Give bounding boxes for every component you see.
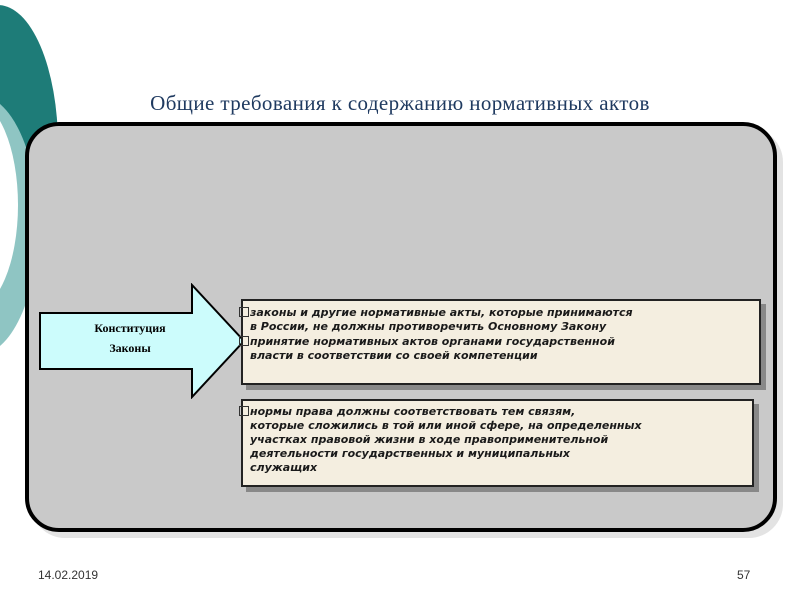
requirement-item-1-line1: законы и другие нормативные акты, которые принимаются <box>250 306 633 319</box>
arrow-label-line1: Конституция <box>94 321 166 335</box>
requirement-item-2-line1: принятие нормативных актов органами государственной <box>250 335 615 348</box>
footer-date: 14.02.2019 <box>38 568 99 582</box>
checkbox-bullet-icon <box>239 336 249 346</box>
requirement-item-3-line2: которые сложились в той или иной сфере, на определенных <box>250 419 642 432</box>
requirement-item-3-line4: деятельности государственных и муниципальных <box>250 447 570 460</box>
arrow-label <box>58 318 202 358</box>
requirement-item-3-line1: нормы права должны соответствовать тем связям, <box>250 405 576 418</box>
requirement-item-1 <box>239 306 759 334</box>
checkbox-bullet-icon <box>239 406 249 416</box>
arrow-label-line2: Законы <box>109 341 151 355</box>
requirement-item-2-line2: власти в соответствии со своей компетенции <box>250 349 538 362</box>
checkbox-bullet-icon <box>239 307 249 317</box>
requirement-item-3-line5: служащих <box>250 461 318 474</box>
slide-title: Общие требования к содержанию нормативных актов <box>150 91 650 115</box>
page-number: 57 <box>737 568 751 582</box>
requirement-item-3-line3: участках правовой жизни в ходе правоприменительной <box>250 433 609 446</box>
requirement-item-2 <box>239 335 759 363</box>
requirement-item-1-line2: в России, не должны противоречить Основному Закону <box>250 320 607 333</box>
requirement-item-3 <box>239 405 753 475</box>
